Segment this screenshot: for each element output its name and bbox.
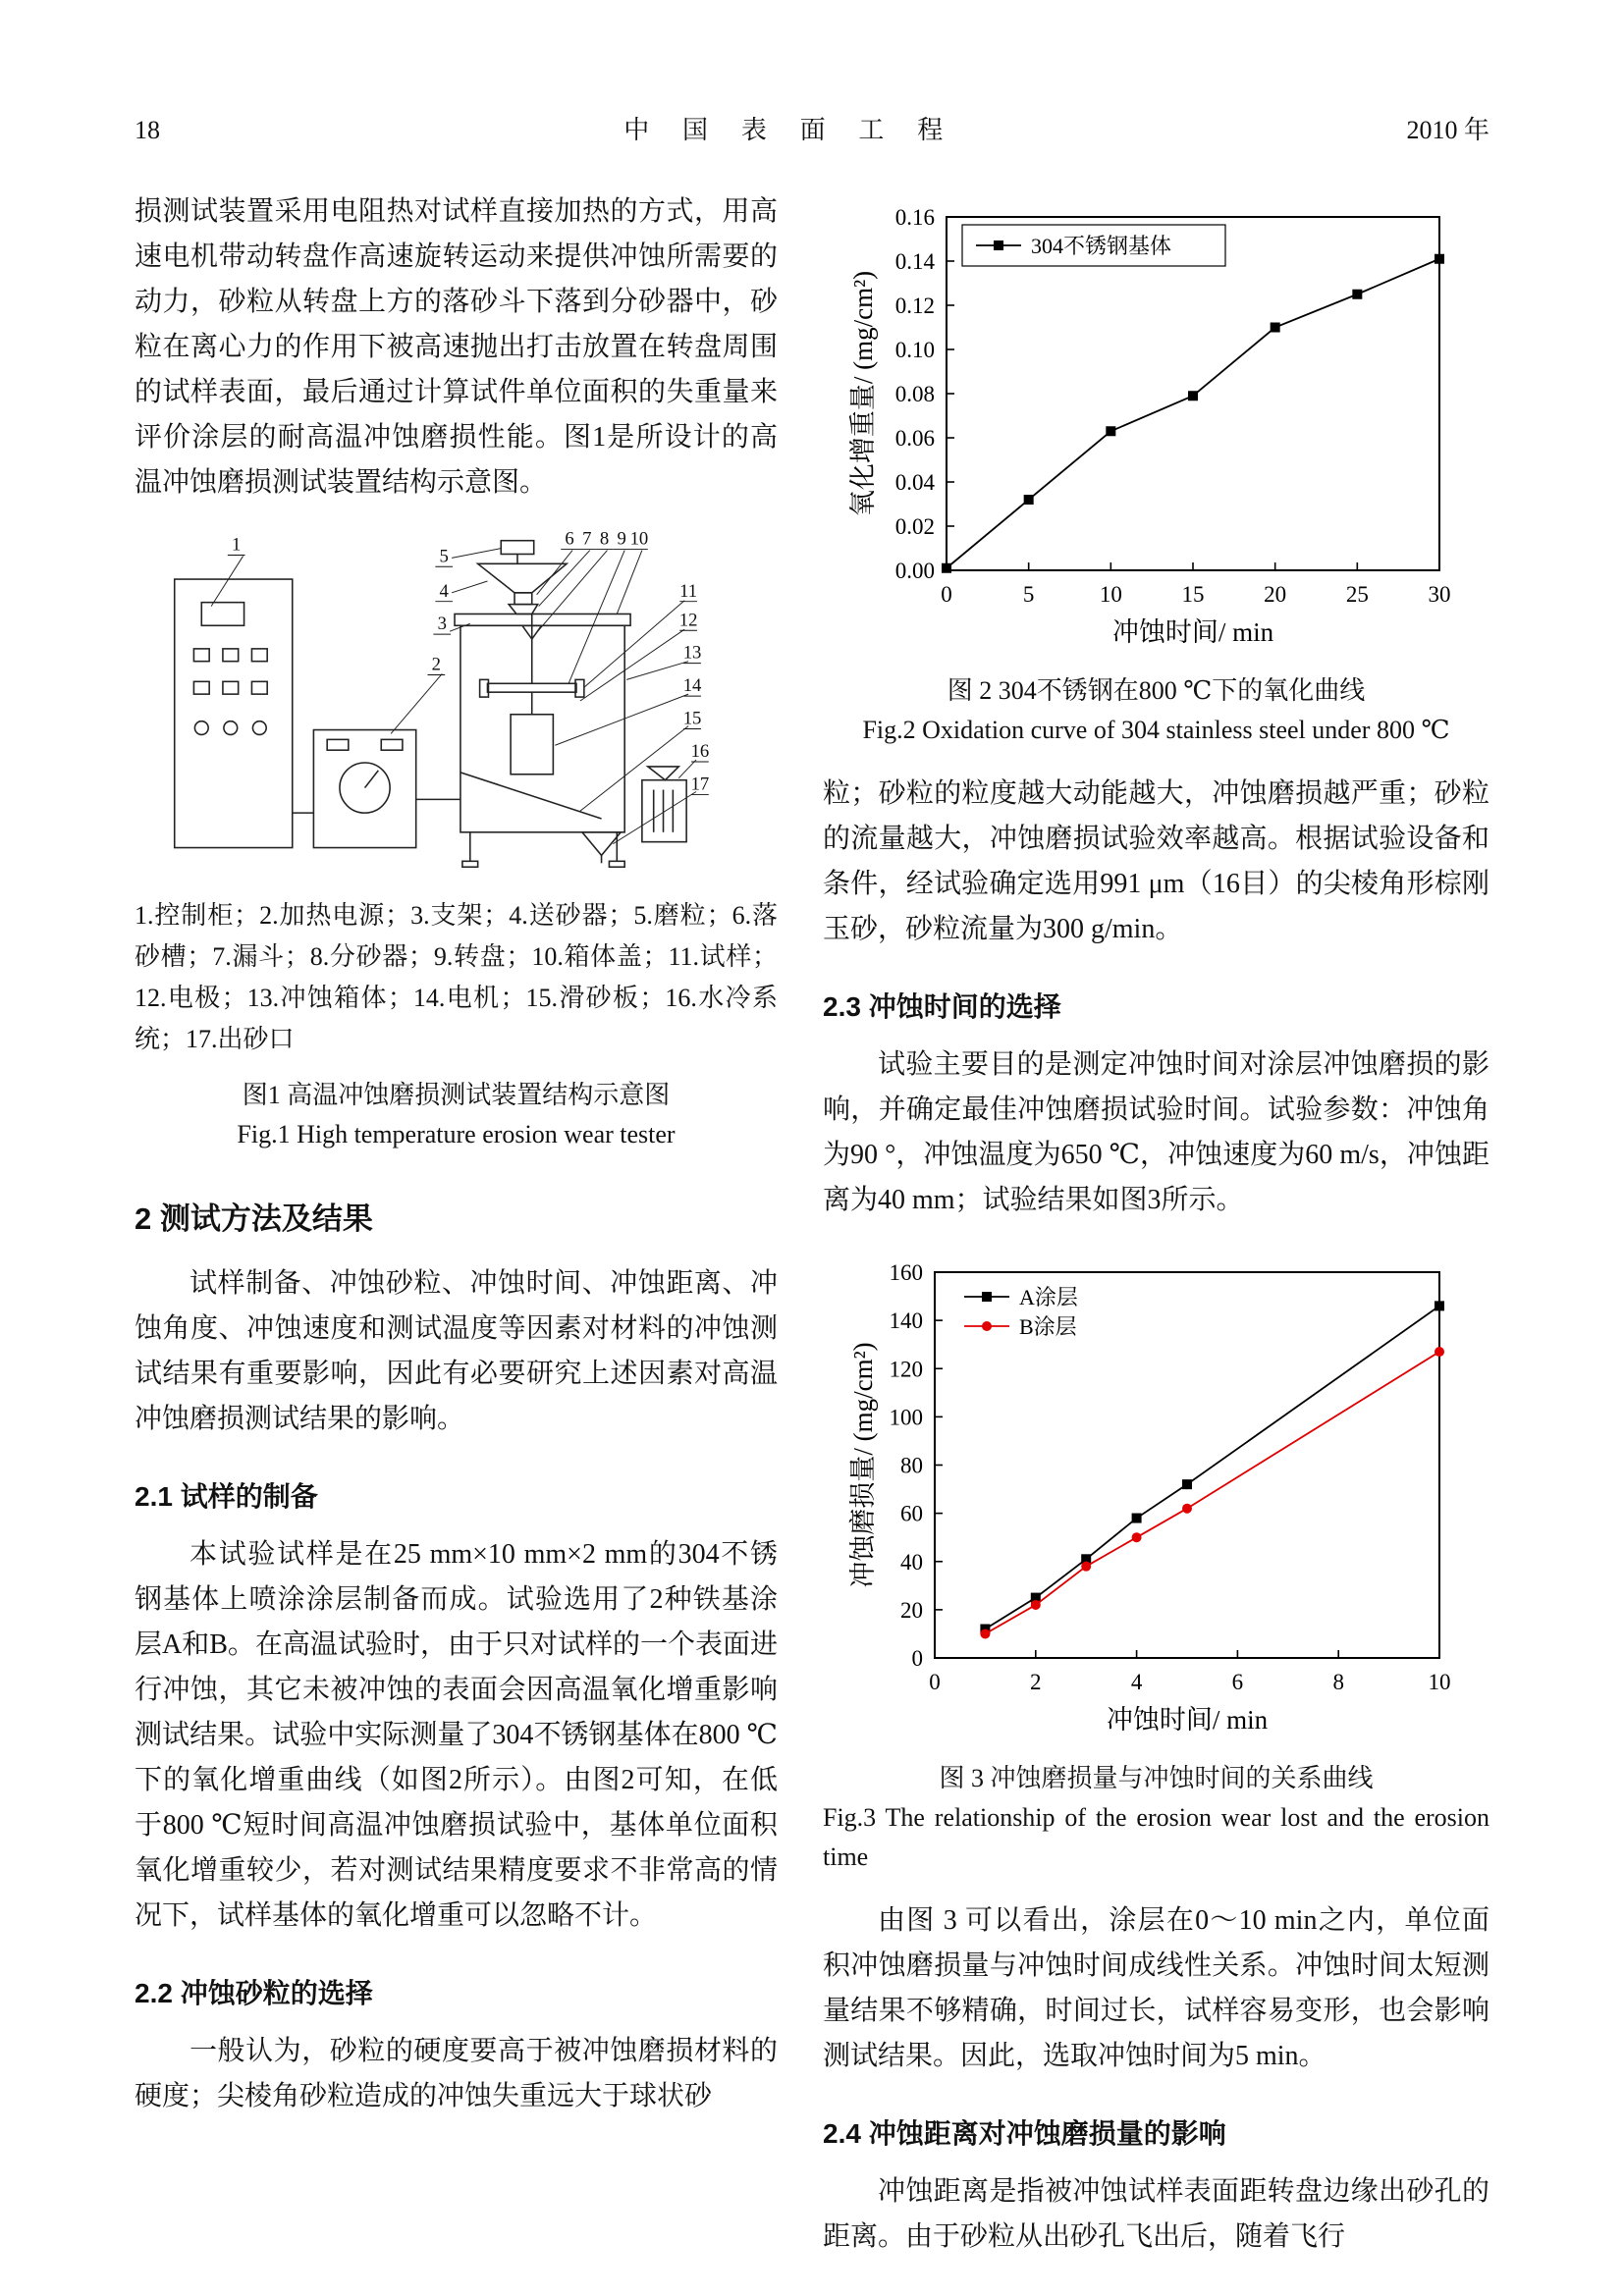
svg-text:7: 7 xyxy=(581,528,591,550)
section-2-heading: 2 测试方法及结果 xyxy=(135,1201,373,1236)
svg-text:2: 2 xyxy=(431,654,441,675)
svg-text:12: 12 xyxy=(678,610,697,631)
fig3-erosion-line-chart xyxy=(842,1249,1471,1744)
svg-text:140: 140 xyxy=(889,1308,923,1334)
right-column xyxy=(823,189,1489,2260)
svg-text:5: 5 xyxy=(439,546,449,567)
two-column-body xyxy=(135,189,1489,2260)
figure1-caption-en: Fig.1 High temperature erosion wear tester xyxy=(237,1120,676,1148)
journal-title: 中国表面工程 xyxy=(623,116,977,144)
section-2-paragraph: 试样制备、冲蚀砂粒、冲蚀时间、冲蚀距离、冲蚀角度、冲蚀速度和测试温度等因素对材料的冲蚀测试结果有重要影响，因此有必要研究上述因素对高温冲蚀磨损测试结果的影响。 xyxy=(135,1268,778,1434)
figure3-caption-en: Fig.3 The relationship of the erosion wear lost and the erosion time xyxy=(823,1803,1489,1871)
svg-text:100: 100 xyxy=(889,1405,923,1430)
svg-text:6: 6 xyxy=(564,528,574,550)
svg-text:3: 3 xyxy=(437,614,447,635)
svg-text:160: 160 xyxy=(889,1260,923,1285)
svg-text:4: 4 xyxy=(1130,1670,1142,1694)
section-2-2-paragraph: 一般认为，砂粒的硬度要高于被冲蚀磨损材料的硬度；尖棱角砂粒造成的冲蚀失重远大于球状砂 xyxy=(135,2036,778,2111)
svg-text:40: 40 xyxy=(899,1549,923,1575)
svg-text:0.06: 0.06 xyxy=(894,426,935,451)
section-2-3-heading: 2.3 冲蚀时间的选择 xyxy=(823,991,1061,1022)
svg-text:冲蚀时间/ min: 冲蚀时间/ min xyxy=(1106,1705,1268,1735)
svg-text:80: 80 xyxy=(899,1453,923,1478)
svg-text:0.12: 0.12 xyxy=(894,294,935,318)
svg-text:0.04: 0.04 xyxy=(894,470,935,495)
fig2-oxidation-line-chart xyxy=(842,193,1471,657)
svg-text:8: 8 xyxy=(1331,1670,1344,1694)
svg-text:2: 2 xyxy=(1029,1670,1042,1694)
page-number: 18 xyxy=(135,116,160,144)
paragraph-continuation: 损测试装置采用电阻热对试样直接加热的方式，用高速电机带动转盘作高速旋转运动来提供冲蚀所需要的动力，砂粒从转盘上方的落砂斗下落到分砂器中，砂粒在离心力的作用下被高速抛出打击放置在转盘周围的试样表面，最后通过计算试件单位面积的失重量来评价涂层的耐高温冲蚀磨损性能。图1是所设计的高温冲蚀磨损测试装置结构示意图。 xyxy=(135,196,778,498)
svg-text:0.00: 0.00 xyxy=(894,559,935,583)
svg-text:15: 15 xyxy=(1181,582,1204,607)
svg-text:B涂层: B涂层 xyxy=(1018,1314,1077,1339)
svg-text:8: 8 xyxy=(599,528,609,550)
svg-text:16: 16 xyxy=(690,741,709,763)
svg-text:0: 0 xyxy=(940,582,952,607)
svg-text:冲蚀时间/ min: 冲蚀时间/ min xyxy=(1111,617,1273,647)
svg-text:0.08: 0.08 xyxy=(894,382,935,406)
section-2-4-paragraph: 冲蚀距离是指被冲蚀试样表面距转盘边缘出砂孔的距离。由于砂粒从出砂孔飞出后，随着飞行 xyxy=(823,2176,1489,2252)
svg-text:20: 20 xyxy=(1263,582,1286,607)
svg-text:0.16: 0.16 xyxy=(894,205,935,230)
section-2-1-paragraph: 本试验试样是在25 mm×10 mm×2 mm的304不锈钢基体上喷涂涂层制备而成。试验选用了2种铁基涂层A和B。在高温试验时，由于只对试样的一个表面进行冲蚀，其它未被冲蚀的表面会因高温氧化增重影响测试结果。试验中实际测量了304不锈钢基体在800 ℃下的氧化增重曲线（如图2所示）。由图2可知，在低于800 ℃短时间高温冲蚀磨损试验中，基体单位面积氧化增重较少，若对测试结果精度要求不非常高的情况下，试样基体的氧化增重可以忽略不计。 xyxy=(135,1539,778,1931)
figure2-caption-cn: 图 2 304不锈钢在800 ℃下的氧化曲线 xyxy=(947,676,1366,705)
svg-text:10: 10 xyxy=(1428,1670,1450,1694)
svg-text:20: 20 xyxy=(899,1597,923,1623)
section-2-4-heading: 2.4 冲蚀距离对冲蚀磨损量的影响 xyxy=(823,2118,1226,2149)
paragraph-after-fig3: 由图 3 可以看出，涂层在0～10 min之内，单位面积冲蚀磨损量与冲蚀时间成线性关系。冲蚀时间太短测量结果不够精确，时间过长，试样容易变形，也会影响测试结果。因此，选取冲蚀时间为5 min。 xyxy=(823,1905,1489,2071)
svg-text:0: 0 xyxy=(928,1670,941,1694)
svg-text:14: 14 xyxy=(682,675,701,697)
svg-text:13: 13 xyxy=(682,642,701,664)
svg-text:氧化增重量/ (mg/cm²): 氧化增重量/ (mg/cm²) xyxy=(847,270,878,517)
svg-text:0.14: 0.14 xyxy=(894,249,935,274)
page-header xyxy=(135,110,1489,146)
figure3-caption-cn: 图 3 冲蚀磨损量与冲蚀时间的关系曲线 xyxy=(939,1764,1374,1792)
figure2-caption-en: Fig.2 Oxidation curve of 304 stainless steel under 800 ℃ xyxy=(862,716,1450,744)
page-content xyxy=(135,110,1489,2260)
svg-text:17: 17 xyxy=(690,774,709,795)
svg-text:4: 4 xyxy=(439,580,449,602)
svg-text:A涂层: A涂层 xyxy=(1018,1285,1078,1309)
svg-text:1: 1 xyxy=(231,534,241,556)
erosion-tester-diagram xyxy=(147,523,766,881)
svg-text:冲蚀磨损量/ (mg/cm²): 冲蚀磨损量/ (mg/cm²) xyxy=(847,1342,878,1588)
svg-text:15: 15 xyxy=(682,708,701,729)
svg-text:304不锈钢基体: 304不锈钢基体 xyxy=(1030,234,1171,258)
section-2-2-heading: 2.2 冲蚀砂粒的选择 xyxy=(135,1978,373,2008)
figure1-caption-cn: 图1 高温冲蚀磨损测试装置结构示意图 xyxy=(242,1081,671,1109)
svg-text:10: 10 xyxy=(629,528,648,550)
svg-text:11: 11 xyxy=(678,580,697,602)
svg-text:60: 60 xyxy=(899,1501,923,1526)
left-column xyxy=(135,189,778,2260)
svg-text:120: 120 xyxy=(889,1357,923,1382)
publication-year: 2010 年 xyxy=(1406,116,1489,144)
figure1-schematic xyxy=(135,523,778,885)
paragraph-continuation-right: 粒；砂粒的粒度越大动能越大，冲蚀磨损越严重；砂粒的流量越大，冲蚀磨损试验效率越高。根据试验设备和条件，经试验确定选用991 μm（16目）的尖棱角形棕刚玉砂，砂粒流量为300 g/min。 xyxy=(823,778,1489,944)
svg-text:6: 6 xyxy=(1231,1670,1243,1694)
figure1-part-legend: 1.控制柜；2.加热电源；3.支架；4.送砂器；5.磨粒；6.落砂槽；7.漏斗；8.分砂器；9.转盘；10.箱体盖；11.试样；12.电极；13.冲蚀箱体；14.电机；15.滑砂板；16.水冷系统；17.出砂口 xyxy=(135,901,778,1053)
svg-text:0.02: 0.02 xyxy=(894,514,935,539)
svg-text:9: 9 xyxy=(617,528,626,550)
svg-text:0: 0 xyxy=(911,1646,923,1671)
svg-text:10: 10 xyxy=(1099,582,1122,607)
svg-text:0.10: 0.10 xyxy=(894,338,935,362)
section-2-3-paragraph: 试验主要目的是测定冲蚀时间对涂层冲蚀磨损的影响，并确定最佳冲蚀磨损试验时间。试验参数：冲蚀角为90 °，冲蚀温度为650 ℃，冲蚀速度为60 m/s，冲蚀距离为40 mm；试验结果如图3所示。 xyxy=(823,1049,1489,1215)
svg-text:30: 30 xyxy=(1428,582,1450,607)
svg-text:5: 5 xyxy=(1022,582,1034,607)
svg-text:25: 25 xyxy=(1345,582,1369,607)
section-2-1-heading: 2.1 试样的制备 xyxy=(135,1481,318,1512)
figure3-chart xyxy=(823,1249,1489,1749)
figure2-chart xyxy=(823,193,1489,662)
